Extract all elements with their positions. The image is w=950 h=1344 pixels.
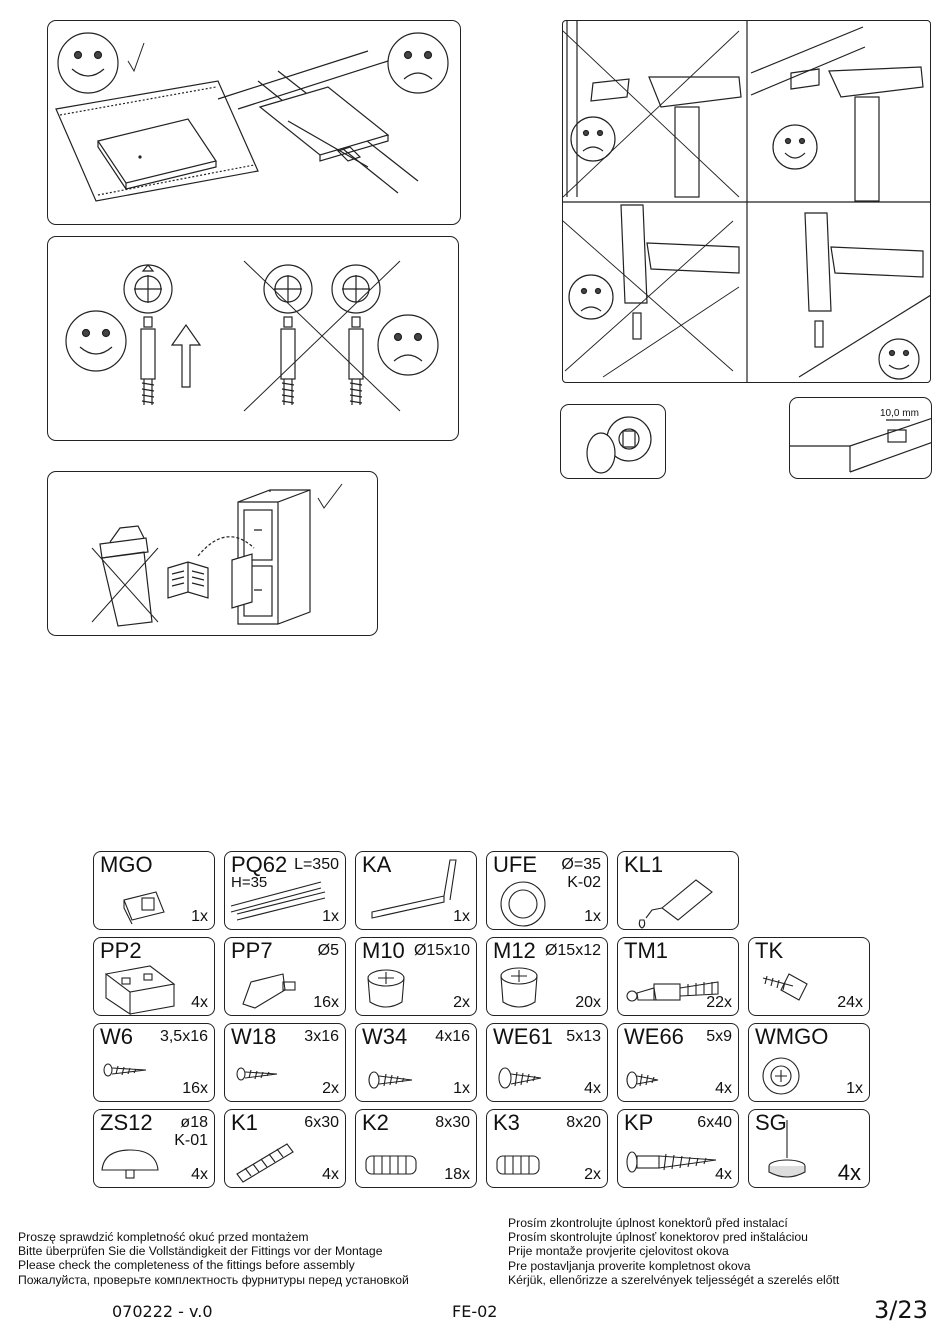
fitting-spec: 3,5x16 bbox=[159, 1028, 208, 1045]
fitting-code: TK bbox=[755, 938, 784, 963]
fitting-qty: 16x bbox=[182, 1080, 208, 1097]
cover-cap-illustration bbox=[561, 405, 666, 479]
fitting-qty: 1x bbox=[322, 908, 339, 925]
fitting-qty: 1x bbox=[191, 908, 208, 925]
fitting-code: M10 bbox=[362, 938, 405, 963]
footer-page-number: 3/23 bbox=[874, 1296, 928, 1324]
fitting-qty: 4x bbox=[715, 1166, 732, 1183]
note-line: Prije montaže provjerite cjelovitost okova bbox=[508, 1244, 729, 1259]
panel-cover-cap bbox=[560, 404, 666, 479]
fitting-spec: Ø5 bbox=[317, 942, 339, 959]
fitting-code: ZS12 bbox=[100, 1110, 153, 1135]
fitting-spec: ø18 bbox=[180, 1114, 208, 1131]
fitting-spec: 5x13 bbox=[566, 1028, 601, 1045]
fitting-qty: 2x bbox=[322, 1080, 339, 1097]
fitting-qty: 20x bbox=[575, 994, 601, 1011]
fitting-code: WE66 bbox=[624, 1024, 684, 1049]
fitting-w6 bbox=[93, 1023, 215, 1102]
fitting-wmgo bbox=[748, 1023, 870, 1102]
fitting-qty: 4x bbox=[322, 1166, 339, 1183]
fitting-qty: 4x bbox=[191, 994, 208, 1011]
fitting-code: WMGO bbox=[755, 1024, 829, 1049]
fitting-code: K3 bbox=[493, 1110, 520, 1135]
fitting-code: W6 bbox=[100, 1024, 133, 1049]
fitting-mgo bbox=[93, 851, 215, 930]
fitting-code: WE61 bbox=[493, 1024, 553, 1049]
fitting-code: PP7 bbox=[231, 938, 273, 963]
dowel-measure-label: 10,0 mm bbox=[880, 408, 919, 419]
fitting-qty: 18x bbox=[444, 1166, 470, 1183]
fitting-code: UFE bbox=[493, 852, 537, 877]
fitting-m10 bbox=[355, 937, 477, 1016]
fitting-spec: 3x16 bbox=[304, 1028, 339, 1045]
note-line: Please check the completeness of the fittings before assembly bbox=[18, 1258, 355, 1273]
fitting-code: M12 bbox=[493, 938, 536, 963]
panel-dowel-depth bbox=[789, 397, 932, 479]
fitting-spec: K-01 bbox=[174, 1132, 208, 1149]
fitting-qty: 1x bbox=[846, 1080, 863, 1097]
fitting-qty: 2x bbox=[584, 1166, 601, 1183]
fitting-spec: Ø15x10 bbox=[413, 942, 470, 959]
fitting-ufe bbox=[486, 851, 608, 930]
fitting-qty: 2x bbox=[453, 994, 470, 1011]
fitting-qty: 4x bbox=[837, 1160, 861, 1185]
fitting-code: KL1 bbox=[624, 852, 664, 877]
fitting-pp7 bbox=[224, 937, 346, 1016]
fitting-spec: 8x30 bbox=[435, 1114, 470, 1131]
panel-cam-orientation bbox=[47, 236, 459, 441]
fitting-kl1 bbox=[617, 851, 739, 930]
footer-version: 070222 - v.0 bbox=[112, 1302, 213, 1321]
work-surface-illustration bbox=[48, 21, 461, 225]
note-line: Пожалуйста, проверьте комплектность фурнитуры перед установкой bbox=[18, 1272, 409, 1287]
notes-left bbox=[18, 1230, 409, 1287]
fitting-spec: 6x40 bbox=[697, 1114, 732, 1131]
note-line: Prosím zkontrolujte úplnost konektorů před instalací bbox=[508, 1216, 788, 1230]
fitting-spec: L=350 bbox=[294, 856, 339, 873]
fitting-spec: 4x16 bbox=[435, 1028, 470, 1045]
fitting-k2 bbox=[355, 1109, 477, 1188]
fitting-qty: 4x bbox=[584, 1080, 601, 1097]
panel-work-surface bbox=[47, 20, 461, 225]
fitting-spec: Ø15x12 bbox=[544, 942, 601, 959]
cam-orientation-illustration bbox=[48, 237, 459, 441]
fitting-spec: 5x9 bbox=[706, 1028, 732, 1045]
fitting-code: PQ62 bbox=[231, 852, 288, 877]
fitting-qty: 1x bbox=[584, 908, 601, 925]
fitting-code: KA bbox=[362, 852, 392, 877]
footer-model: FE-02 bbox=[452, 1302, 498, 1321]
fitting-qty: 22x bbox=[706, 994, 732, 1011]
fitting-tk bbox=[748, 937, 870, 1016]
fitting-qty: 1x bbox=[453, 1080, 470, 1097]
fitting-ka bbox=[355, 851, 477, 930]
fitting-spec: 6x30 bbox=[304, 1114, 339, 1131]
fitting-spec: Ø=35 bbox=[561, 856, 601, 873]
fitting-k3 bbox=[486, 1109, 608, 1188]
fitting-spec: H=35 bbox=[231, 874, 268, 891]
fitting-m12 bbox=[486, 937, 608, 1016]
note-line: Bitte überprüfen Sie die Vollständigkeit der Fittings vor der Montage bbox=[18, 1244, 383, 1259]
fitting-tm1 bbox=[617, 937, 739, 1016]
fitting-k1 bbox=[224, 1109, 346, 1188]
fitting-we61 bbox=[486, 1023, 608, 1102]
fitting-code: PP2 bbox=[100, 938, 142, 963]
fitting-qty: 4x bbox=[191, 1166, 208, 1183]
fitting-w34 bbox=[355, 1023, 477, 1102]
fitting-qty: 24x bbox=[837, 994, 863, 1011]
fitting-sg bbox=[748, 1109, 870, 1188]
packaging-illustration bbox=[48, 472, 378, 636]
fitting-code: W34 bbox=[362, 1024, 408, 1049]
fitting-we66 bbox=[617, 1023, 739, 1102]
fitting-code: SG bbox=[755, 1110, 787, 1135]
fitting-spec: 8x20 bbox=[566, 1114, 601, 1131]
fitting-spec: K-02 bbox=[567, 874, 601, 891]
panel-hammer-dowels bbox=[562, 20, 931, 383]
fitting-qty: 4x bbox=[715, 1080, 732, 1097]
hammer-dowels-illustration bbox=[563, 21, 931, 383]
fitting-code: W18 bbox=[231, 1024, 277, 1049]
fitting-code: KP bbox=[624, 1110, 654, 1135]
panel-packaging bbox=[47, 471, 378, 636]
notes-right bbox=[508, 1216, 839, 1287]
fitting-qty: 16x bbox=[313, 994, 339, 1011]
note-line: Prosím skontrolujte úplnosť konektorov pred inštaláciou bbox=[508, 1230, 808, 1245]
fitting-code: TM1 bbox=[624, 938, 668, 963]
note-line: Pre postavljanja proverite kompletnost okova bbox=[508, 1258, 751, 1273]
fitting-kp bbox=[617, 1109, 739, 1188]
fitting-code: K1 bbox=[231, 1110, 258, 1135]
fitting-w18 bbox=[224, 1023, 346, 1102]
fitting-pp2 bbox=[93, 937, 215, 1016]
fitting-code: MGO bbox=[100, 852, 153, 877]
fitting-pq62 bbox=[224, 851, 346, 930]
fitting-qty: 1x bbox=[453, 908, 470, 925]
note-line: Kérjük, ellenőrizze a szerelvények teljességét a szerelés előtt bbox=[508, 1272, 840, 1287]
fitting-zs12 bbox=[93, 1109, 215, 1188]
note-line: Proszę sprawdzić kompletność okuć przed montażem bbox=[18, 1230, 309, 1244]
fitting-code: K2 bbox=[362, 1110, 389, 1135]
